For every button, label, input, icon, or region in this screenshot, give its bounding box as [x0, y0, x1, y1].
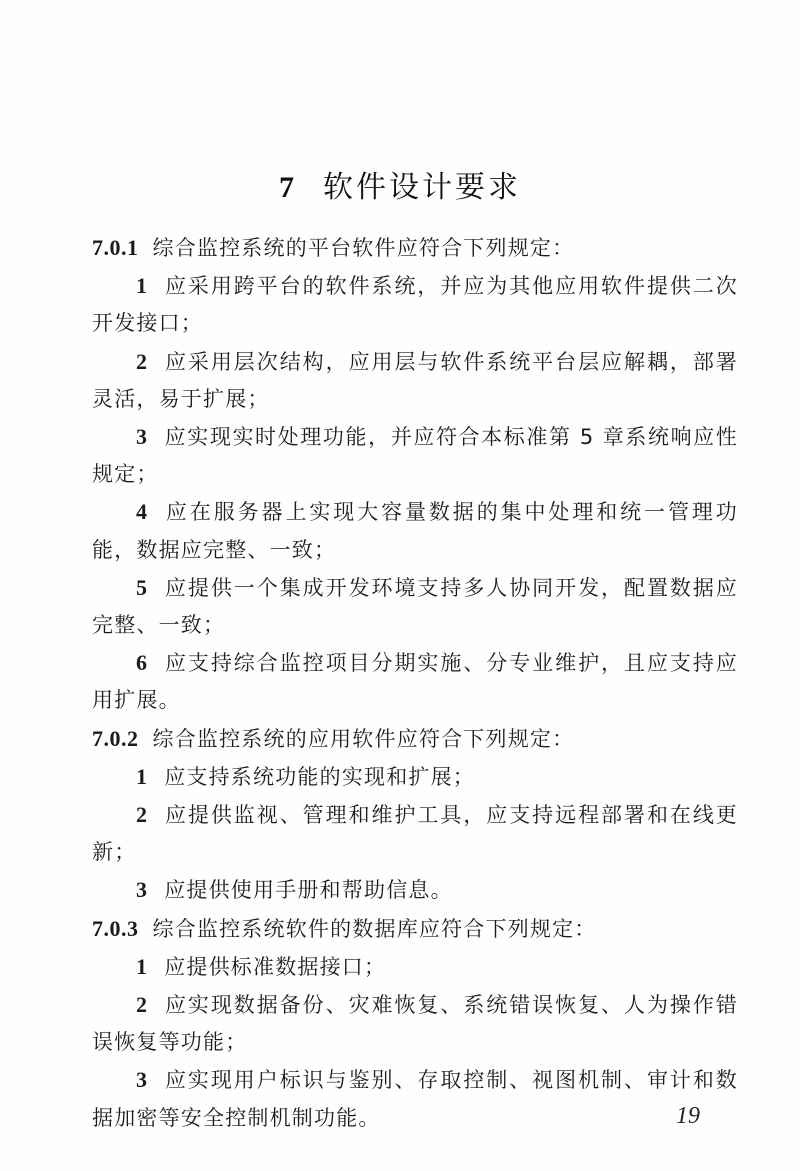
clause-number: 7.0.2	[92, 725, 139, 751]
item-text: 应在服务器上实现大容量数据的集中处理和统一管理功能，数据应完整、一致；	[92, 500, 738, 562]
item-text: 应提供监视、管理和维护工具，应支持远程部署和在线更新；	[92, 803, 738, 865]
list-item	[92, 569, 738, 644]
clause-heading	[92, 720, 738, 758]
item-number: 3	[136, 877, 149, 903]
clause-heading-text: 综合监控系统软件的数据库应符合下列规定：	[152, 916, 597, 941]
item-number: 3	[136, 424, 149, 450]
clause-7-0-3	[92, 910, 738, 1137]
list-item	[92, 948, 738, 986]
item-text: 应支持系统功能的实现和扩展；	[164, 764, 476, 789]
list-item	[92, 1061, 738, 1136]
clause-number: 7.0.3	[92, 915, 139, 941]
item-number: 6	[136, 650, 149, 676]
list-item	[92, 796, 738, 871]
page-number: 19	[676, 1103, 700, 1129]
list-item	[92, 343, 738, 418]
item-number: 2	[136, 348, 149, 374]
list-item	[92, 644, 738, 719]
list-item	[92, 267, 738, 342]
clause-heading-text: 综合监控系统的应用软件应符合下列规定：	[152, 726, 575, 751]
item-text: 应采用跨平台的软件系统，并应为其他应用软件提供二次开发接口；	[92, 274, 738, 336]
item-text: 应提供标准数据接口；	[164, 954, 387, 979]
list-item	[92, 418, 738, 493]
list-item	[92, 758, 738, 796]
item-number: 4	[136, 499, 149, 525]
body-text	[92, 229, 738, 1137]
chapter-title-text: 软件设计要求	[323, 170, 521, 206]
item-text: 应支持综合监控项目分期实施、分专业维护，且应支持应用扩展。	[92, 651, 738, 713]
clause-number: 7.0.1	[92, 235, 139, 260]
item-text: 应提供使用手册和帮助信息。	[164, 878, 453, 903]
item-number: 1	[136, 763, 149, 789]
item-number: 5	[136, 574, 149, 600]
item-number: 3	[136, 1067, 149, 1093]
item-number: 2	[136, 992, 149, 1018]
item-text: 应实现数据备份、灾难恢复、系统错误恢复、人为操作错误恢复等功能；	[92, 993, 738, 1055]
list-item	[92, 871, 738, 909]
item-text: 应提供一个集成开发环境支持多人协同开发，配置数据应完整、一致；	[92, 575, 738, 638]
item-text: 应实现用户标识与鉴别、存取控制、视图机制、审计和数据加密等安全控制机制功能。	[92, 1068, 738, 1130]
item-number: 2	[136, 802, 149, 828]
item-number: 1	[136, 273, 149, 299]
item-number: 1	[136, 953, 149, 979]
list-item	[92, 986, 738, 1061]
clause-heading-text: 综合监控系统的平台软件应符合下列规定：	[152, 236, 575, 260]
item-text: 应实现实时处理功能，并应符合本标准第 5 章系统响应性规定；	[92, 425, 738, 487]
clause-heading	[92, 229, 738, 267]
item-text: 应采用层次结构，应用层与软件系统平台层应解耦，部署灵活，易于扩展；	[92, 349, 738, 411]
chapter-title	[0, 162, 800, 206]
list-item	[92, 493, 738, 568]
clause-7-0-1	[92, 229, 738, 720]
clause-7-0-2	[92, 720, 738, 910]
chapter-number: 7	[279, 171, 297, 205]
clause-heading	[92, 910, 738, 948]
